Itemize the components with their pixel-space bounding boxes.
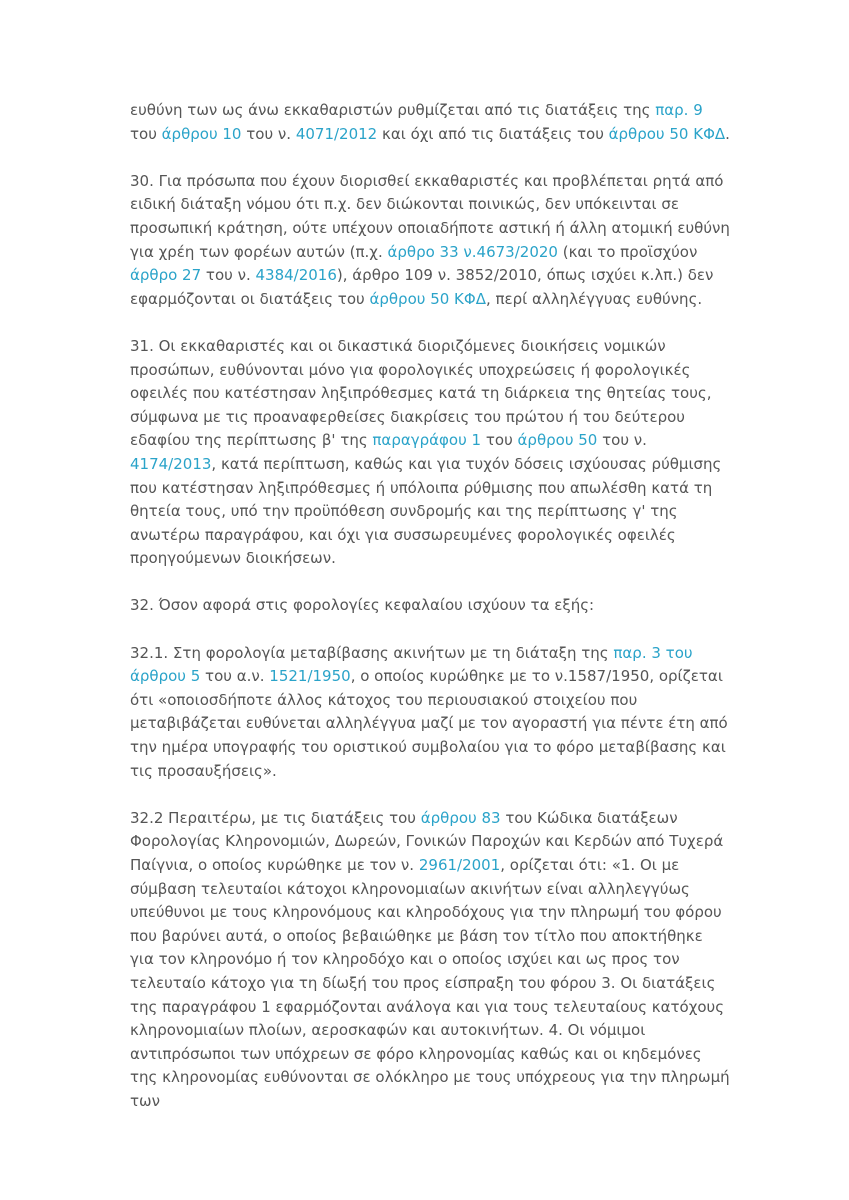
text: του Κώδικα διατάξεων Φορολογίας Κληρονομιών, Δωρεών, Γονικών Παροχών και Κερδών από Τυχερά Παίγνια, ο οποίος κυρώθηκε με τον ν. bbox=[130, 808, 724, 874]
text: 31. Οι εκκαθαριστές και οι δικαστικά διοριζόμενες διοικήσεις νομικών προσώπων, ευθύνονται μόνο για φορολογικές υποχρεώσεις ή φορολογικές οφειλές που κατέστησαν ληξιπρόθεσμες κατά τη διάρκεια της θητείας τους, σύμφωνα με τις προαναφερθείσες διακρίσεις του πρώτου ή του δεύτερου εδαφίου της περίπτωσης β' της bbox=[130, 336, 712, 450]
paragraph-32-2 bbox=[130, 807, 730, 1114]
link-article-27[interactable]: άρθρο 27 bbox=[130, 266, 202, 285]
text: 32.1. Στη φορολογία μεταβίβασης ακινήτων με τη διάταξη της bbox=[130, 643, 614, 662]
link-article-83[interactable]: άρθρου 83 bbox=[420, 808, 501, 827]
text: , ορίζεται ότι: «1. Οι με σύμβαση τελευταίοι κάτοχοι κληρονομιαίων ακινήτων είναι αλληλεγγύως υπεύθυνοι με τους κληρονόμους και κληροδόχους για την πληρωμή του φόρου που βαρύνει αυτά, ο οποίος βεβαιώθηκε με βάση τον τίτλο που αποκτήθηκε για τον κληρονόμο ή τον κληροδόχο και ο οποίος ισχύει και ως προς τον τελευταίο κάτοχο για τη δίωξή του προς είσπραξη του φόρου 3. Οι διατάξεις της παραγράφου 1 εφαρμόζονται ανάλογα και για τους τελευταίους κατόχους κληρονομιαίων πλοίων, αεροσκαφών και αυτοκινήτων. 4. Οι νόμιμοι αντιπρόσωποι των υπόχρεων σε φόρο κληρονομίας καθώς και οι κηδεμόνες της κληρονομίας ευθύνονται σε ολόκληρο με τους υπόχρεους για την πληρωμή των bbox=[130, 856, 730, 1110]
text: 30. Για πρόσωπα που έχουν διορισθεί εκκαθαριστές και προβλέπεται ρητά από ειδική διάταξη νόμου ότι π.χ. δεν διώκονται ποινικώς, δεν υπόκεινται σε προσωπική κράτηση, ούτε υπέχουν οποιαδήποτε αστική ή άλλη ατομική ευθύνη για χρέη των φορέων αυτών (π.χ. bbox=[130, 171, 730, 261]
paragraph-32 bbox=[130, 594, 730, 618]
link-paragraph-1[interactable]: παραγράφου 1 bbox=[372, 431, 482, 450]
text: 32. Όσον αφορά στις φορολογίες κεφαλαίου ισχύουν τα εξής: bbox=[130, 596, 595, 615]
link-article-33[interactable]: άρθρο 33 bbox=[387, 242, 459, 261]
text: ευθύνη των ως άνω εκκαθαριστών ρυθμίζεται από τις διατάξεις της bbox=[130, 101, 656, 119]
paragraph-30 bbox=[130, 170, 730, 312]
text: (και το προϊσχύον bbox=[557, 242, 698, 261]
link-law-2961-2001[interactable]: 2961/2001 bbox=[418, 856, 501, 874]
text: , κατά περίπτωση, καθώς και για τυχόν δόσεις ισχύουσας ρύθμισης που κατέστησαν ληξιπρόθεσμες ή υπόλοιπα ρύθμισης που απωλέσθη κατά τη θητεία τους, υπό την προϋπόθεση συνδρομής και της περίπτωσης γ' της ανωτέρω παραγράφου, και όχι για συσσωρευμένες φορολογικές οφειλές προηγούμενων διοικήσεων. bbox=[130, 454, 722, 568]
text: , περί αλληλέγγυας ευθύνης. bbox=[485, 289, 703, 308]
link-article-50[interactable]: άρθρου 50 bbox=[517, 431, 598, 450]
link-law-1521-1950[interactable]: 1521/1950 bbox=[269, 667, 351, 686]
text: του bbox=[481, 431, 518, 450]
paragraph-32-1 bbox=[130, 642, 730, 784]
document-page bbox=[130, 99, 730, 1137]
text: του bbox=[130, 124, 162, 143]
link-law-4174-2013[interactable]: 4174/2013 bbox=[130, 454, 212, 473]
link-par-9[interactable]: παρ. 9 bbox=[655, 101, 703, 119]
link-article-50-kfd[interactable]: άρθρου 50 ΚΦΔ bbox=[608, 124, 726, 143]
text: του α.ν. bbox=[200, 667, 270, 686]
text: . bbox=[725, 124, 730, 143]
paragraph-31 bbox=[130, 335, 730, 571]
text: του ν. bbox=[597, 431, 647, 450]
text: ), άρθρο 109 ν. 3852/2010, όπως ισχύει κ.λπ.) δεν εφαρμόζονται οι διατάξεις του bbox=[130, 266, 714, 308]
link-article-10[interactable]: άρθρου 10 bbox=[161, 124, 242, 143]
text: και όχι από τις διατάξεις του bbox=[377, 124, 609, 143]
text: του ν. bbox=[241, 124, 296, 143]
link-law-4384-2016[interactable]: 4384/2016 bbox=[255, 266, 337, 285]
link-law-4071-2012[interactable]: 4071/2012 bbox=[295, 124, 378, 143]
text: , ο οποίος κυρώθηκε με το ν.1587/1950, ορίζεται ότι «οποιοσδήποτε άλλος κάτοχος του περιουσιακού στοιχείου που μεταβιβάζεται ευθύνεται αλληλέγγυα μαζί με τον αγοραστή για πέντε έτη από την ημέρα υπογραφής του οριστικού συμβολαίου για το φόρο μεταβίβασης και τις προσαυξήσεις». bbox=[130, 667, 728, 780]
text: 32.2 Περαιτέρω, με τις διατάξεις του bbox=[130, 808, 421, 827]
link-par-3-article-5[interactable]: παρ. 3 του άρθρου 5 bbox=[130, 643, 693, 686]
link-law-4673-2020[interactable]: ν.4673/2020 bbox=[463, 242, 558, 261]
link-article-50-kfd[interactable]: άρθρου 50 ΚΦΔ bbox=[369, 289, 486, 308]
text: του ν. bbox=[201, 266, 256, 285]
paragraph-continuation bbox=[130, 99, 730, 146]
